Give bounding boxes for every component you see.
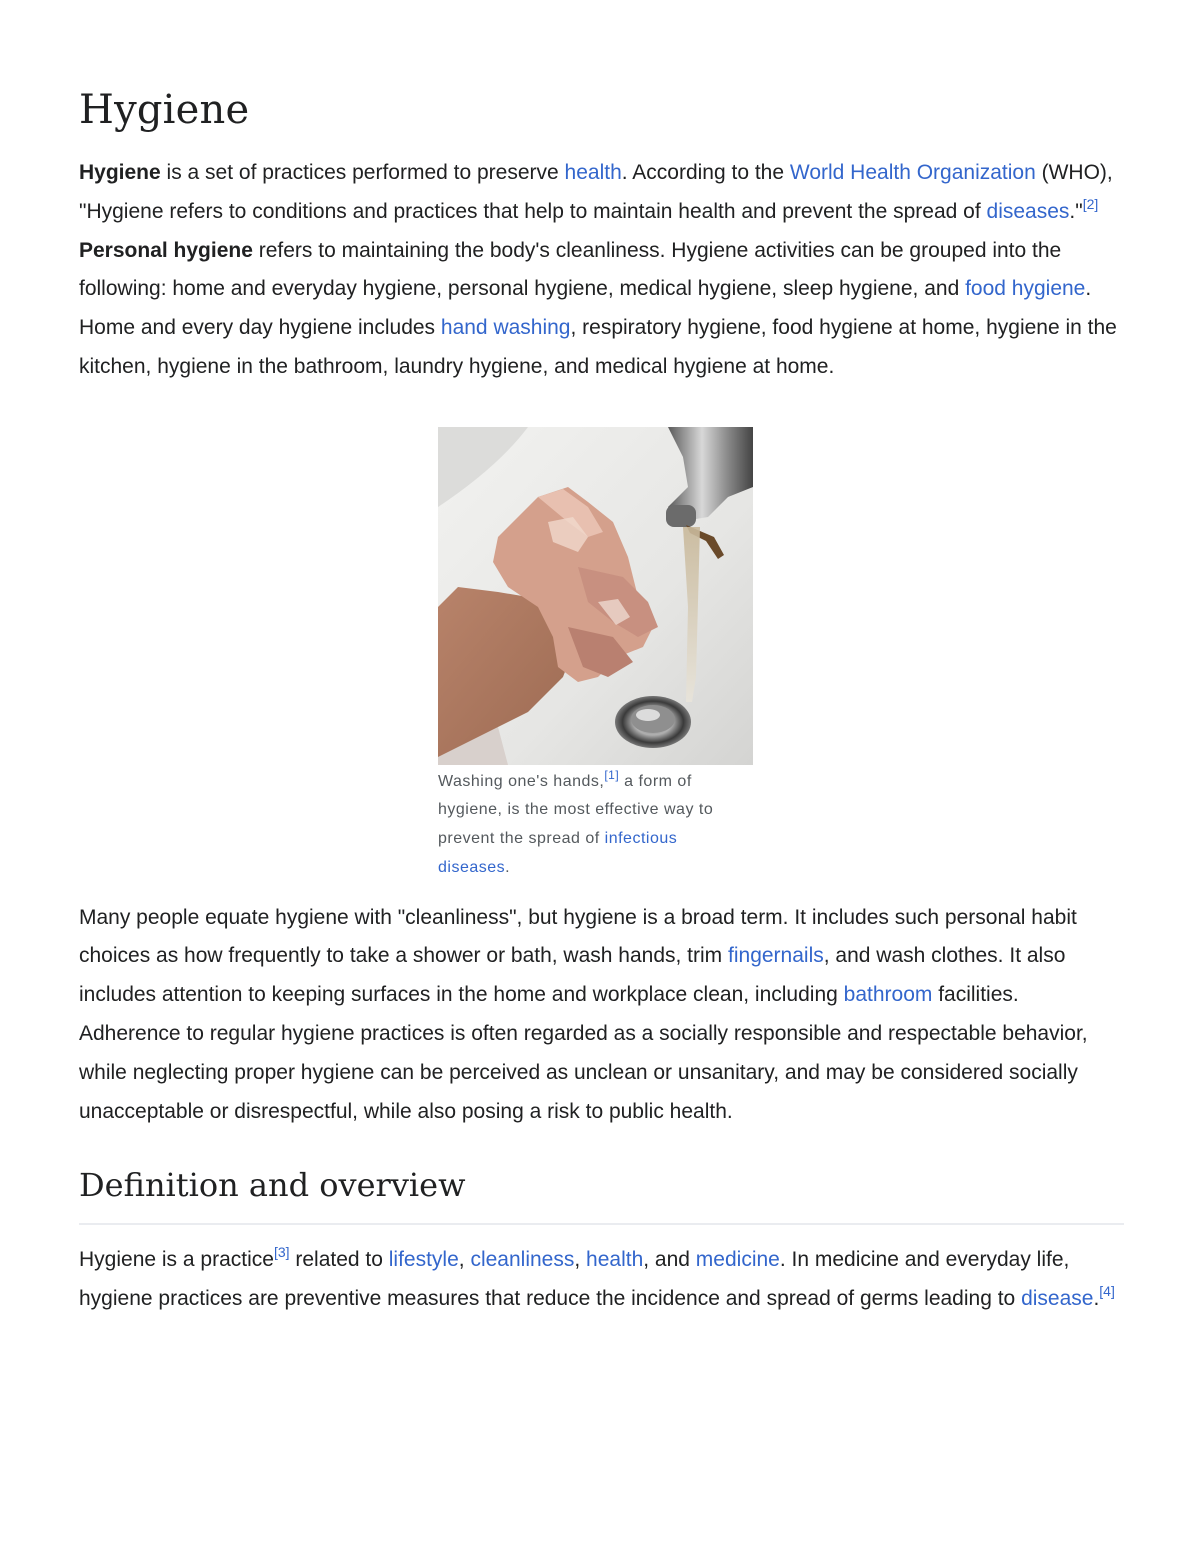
text-run: . In medicine and everyday life, hygiene practices are preventive measures that reduce the incidence and spread of germs leading to	[79, 1248, 1070, 1311]
reference-2[interactable]: [2]	[1082, 195, 1099, 212]
link-food-hygiene[interactable]: food hygiene	[965, 277, 1086, 301]
link-hand-washing[interactable]: hand washing	[440, 316, 571, 340]
text-run: Hygiene is a practice	[79, 1248, 274, 1272]
text-run: , respiratory hygiene, food hygiene at home, hygiene in the kitchen, hygiene in the bathroom, laundry hygiene, and medical hygiene at home.	[79, 316, 1117, 378]
intro-paragraph	[79, 154, 1124, 387]
article	[79, 80, 1124, 1319]
figure	[438, 427, 753, 883]
reference-3[interactable]: [3]	[273, 1244, 290, 1261]
link-medicine[interactable]: medicine	[695, 1248, 780, 1272]
reference-1[interactable]: [1]	[604, 767, 620, 782]
link-world-health-organization[interactable]: World Health Organization	[789, 161, 1036, 184]
caption-text: Washing one's hands,	[438, 772, 605, 790]
link-fingernails[interactable]: fingernails	[728, 944, 824, 968]
text-run: facilities. Adherence to regular hygiene practices is often regarded as a socially responsible and respectable behavior, while neglecting proper hygiene can be perceived as unclean or unsanitary, and may be considered socially unacceptable or disrespectful, while also posing a risk to public health.	[79, 983, 1088, 1123]
text-run: ,	[458, 1248, 471, 1272]
text-run: .	[1093, 1287, 1100, 1311]
link-lifestyle[interactable]: lifestyle	[388, 1248, 459, 1272]
link-bathroom[interactable]: bathroom	[843, 983, 933, 1007]
text-run: . According to the	[621, 161, 790, 184]
text-run: (WHO), "Hygiene refers to conditions and practices that help to maintain health and prevent the spread of	[79, 161, 1113, 223]
bold-term: Personal hygiene	[79, 238, 253, 262]
section-divider	[79, 1223, 1124, 1225]
link-diseases[interactable]: diseases	[986, 199, 1070, 223]
text-run: ,	[574, 1248, 587, 1272]
caption-text: .	[505, 858, 511, 876]
caption-text: a form of hygiene, is the most effective way to prevent the spread of	[438, 772, 714, 848]
link-health[interactable]: health	[564, 161, 622, 184]
bold-term: Hygiene	[79, 161, 161, 184]
text-run: Many people equate hygiene with "cleanliness", but hygiene is a broad term. It includes such personal habit choices as how frequently to take a shower or bath, wash hands, trim	[79, 905, 1077, 968]
text-run: , and	[643, 1248, 696, 1272]
link-disease[interactable]: disease	[1021, 1287, 1094, 1311]
link-cleanliness[interactable]: cleanliness	[470, 1248, 575, 1272]
text-run: is a set of practices performed to preserve	[160, 161, 565, 184]
text-run: , and wash clothes. It also includes attention to keeping surfaces in the home and workplace clean, including	[79, 944, 1066, 1007]
cleanliness-paragraph	[79, 899, 1124, 1132]
text-run: refers to maintaining the body's cleanliness. Hygiene activities can be grouped into the following: home and everyday hygiene, personal hygiene, medical hygiene, sleep hygiene, and	[79, 238, 1062, 301]
link-health[interactable]: health	[586, 1248, 644, 1272]
figure-caption	[438, 768, 748, 883]
text-run: related to	[289, 1248, 389, 1272]
reference-4[interactable]: [4]	[1099, 1283, 1115, 1300]
definition-paragraph	[79, 1241, 1124, 1319]
text-run: . Home and every day hygiene includes	[79, 277, 1092, 340]
section-heading: Definition and overview	[79, 1166, 466, 1205]
link-infectious-diseases[interactable]: infectious diseases	[438, 830, 678, 876]
hand-washing-image[interactable]	[438, 427, 753, 765]
page-title: Hygiene	[79, 87, 250, 133]
text-run: ."	[1069, 199, 1083, 223]
